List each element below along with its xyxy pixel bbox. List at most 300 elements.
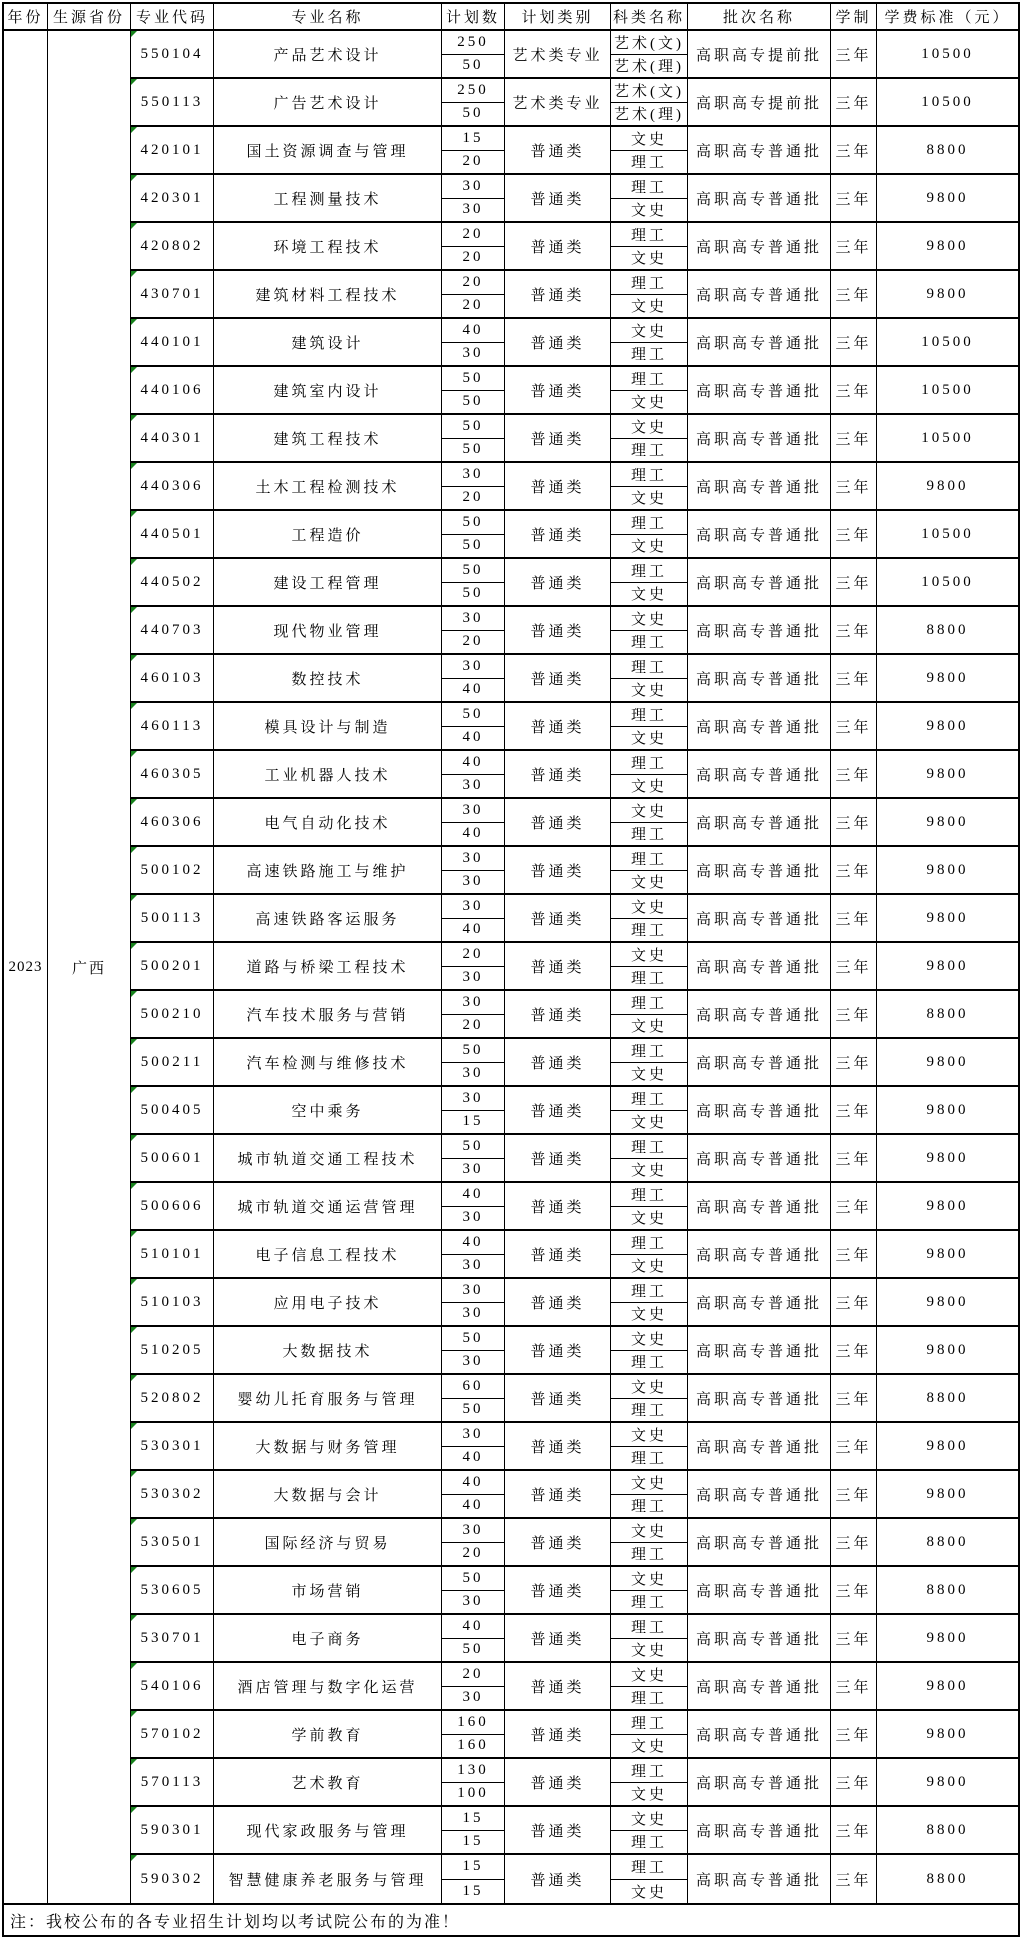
subject-top: 理工 — [611, 559, 687, 583]
subject-top: 文史 — [611, 799, 687, 823]
batch-cell: 高职高专普通批 — [688, 1183, 831, 1229]
major-name-cell: 土木工程检测技术 — [214, 463, 442, 509]
tuition-cell: 9800 — [926, 1197, 969, 1214]
plan-count-bottom: 160 — [457, 1737, 489, 1754]
subject-bottom: 文史 — [630, 539, 667, 556]
excel-flag-triangle-icon — [131, 895, 137, 901]
subject-top: 文史 — [611, 1519, 687, 1543]
subject-cell — [611, 1279, 688, 1325]
plan-count-top: 50 — [442, 1039, 504, 1063]
excel-flag-triangle-icon — [131, 1039, 137, 1045]
plan-type-cell: 普通类 — [505, 1087, 611, 1133]
subject-cell — [611, 31, 688, 77]
duration-cell: 三年 — [831, 1807, 877, 1853]
subject-bottom: 理工 — [630, 443, 667, 460]
plan-type-cell: 普通类 — [505, 1807, 611, 1853]
table-row — [131, 1711, 1018, 1759]
major-code: 530701 — [140, 1629, 204, 1646]
subject-cell — [611, 1519, 688, 1565]
major-code: 440501 — [140, 525, 204, 542]
tuition-cell: 10500 — [921, 429, 974, 446]
plan-count-cell — [442, 847, 505, 893]
batch-cell: 高职高专普通批 — [688, 1039, 831, 1085]
plan-count-bottom: 20 — [462, 1017, 484, 1034]
batch-cell: 高职高专普通批 — [688, 1375, 831, 1421]
plan-count-top: 20 — [442, 1663, 504, 1687]
plan-count-cell — [442, 271, 505, 317]
subject-top: 文史 — [611, 895, 687, 919]
duration-cell: 三年 — [831, 271, 877, 317]
batch-cell: 高职高专普通批 — [688, 319, 831, 365]
batch-cell: 高职高专普通批 — [688, 1087, 831, 1133]
plan-count-bottom: 30 — [462, 969, 484, 986]
duration-cell: 三年 — [831, 1567, 877, 1613]
duration-cell: 三年 — [831, 319, 877, 365]
major-name-cell: 现代家政服务与管理 — [214, 1807, 442, 1853]
table-row — [131, 1279, 1018, 1327]
batch-cell: 高职高专普通批 — [688, 367, 831, 413]
table-row — [131, 223, 1018, 271]
excel-flag-triangle-icon — [131, 847, 137, 853]
tuition-cell: 9800 — [926, 813, 969, 830]
major-name-cell: 大数据与会计 — [214, 1471, 442, 1517]
major-code: 510205 — [140, 1341, 204, 1358]
major-code: 500201 — [140, 957, 204, 974]
major-code-cell — [131, 1183, 214, 1229]
plan-count-bottom: 50 — [462, 393, 484, 410]
subject-top: 理工 — [611, 511, 687, 535]
tuition-cell: 9800 — [926, 1485, 969, 1502]
year-cell: 2023 — [4, 31, 48, 1903]
major-code-cell — [131, 1135, 214, 1181]
subject-bottom: 理工 — [630, 1595, 667, 1612]
plan-count-top: 40 — [442, 751, 504, 775]
excel-flag-triangle-icon — [131, 607, 137, 613]
batch-cell: 高职高专普通批 — [688, 847, 831, 893]
plan-count-top: 50 — [442, 367, 504, 391]
excel-flag-triangle-icon — [131, 1327, 137, 1333]
plan-count-bottom: 20 — [462, 633, 484, 650]
tuition-cell: 9800 — [926, 1725, 969, 1742]
major-name-cell: 空中乘务 — [214, 1087, 442, 1133]
plan-count-top: 30 — [442, 607, 504, 631]
subject-top: 理工 — [611, 1615, 687, 1639]
major-name-cell: 电气自动化技术 — [214, 799, 442, 845]
excel-flag-triangle-icon — [131, 1663, 137, 1669]
major-name-cell: 环境工程技术 — [214, 223, 442, 269]
table-row — [131, 1087, 1018, 1135]
major-code-cell — [131, 1039, 214, 1085]
subject-cell — [611, 319, 688, 365]
major-name-cell: 国土资源调查与管理 — [214, 127, 442, 173]
duration-cell: 三年 — [831, 847, 877, 893]
excel-flag-triangle-icon — [131, 511, 137, 517]
major-code: 510103 — [140, 1293, 204, 1310]
table-row — [131, 703, 1018, 751]
excel-flag-triangle-icon — [131, 1183, 137, 1189]
table-row — [131, 1327, 1018, 1375]
plan-type-cell: 普通类 — [505, 1423, 611, 1469]
subject-cell — [611, 703, 688, 749]
plan-count-top: 20 — [442, 271, 504, 295]
table-row — [131, 607, 1018, 655]
plan-type-cell: 普通类 — [505, 1135, 611, 1181]
table-row — [131, 1471, 1018, 1519]
major-code-cell — [131, 1807, 214, 1853]
subject-cell — [611, 175, 688, 221]
header-major-name: 专业名称 — [214, 4, 442, 29]
subject-bottom: 文史 — [630, 587, 667, 604]
plan-count-bottom: 30 — [462, 345, 484, 362]
tuition-cell: 9800 — [926, 957, 969, 974]
duration-cell: 三年 — [831, 79, 877, 125]
plan-type-cell: 普通类 — [505, 1615, 611, 1661]
table-body — [4, 31, 1018, 1903]
plan-count-bottom: 40 — [462, 825, 484, 842]
excel-flag-triangle-icon — [131, 1615, 137, 1621]
duration-cell: 三年 — [831, 1615, 877, 1661]
major-code-cell — [131, 127, 214, 173]
excel-flag-triangle-icon — [131, 223, 137, 229]
batch-cell: 高职高专普通批 — [688, 1855, 831, 1903]
tuition-cell: 9800 — [926, 1341, 969, 1358]
major-code-cell — [131, 1279, 214, 1325]
plan-count-bottom: 30 — [462, 1209, 484, 1226]
major-name-cell: 汽车技术服务与营销 — [214, 991, 442, 1037]
plan-count-bottom: 50 — [462, 1401, 484, 1418]
subject-cell — [611, 1231, 688, 1277]
plan-count-bottom: 20 — [462, 249, 484, 266]
subject-cell — [611, 655, 688, 701]
major-code-cell — [131, 1423, 214, 1469]
subject-top: 理工 — [611, 223, 687, 247]
plan-count-cell — [442, 1519, 505, 1565]
duration-cell: 三年 — [831, 1759, 877, 1805]
plan-count-cell — [442, 1807, 505, 1853]
subject-cell — [611, 799, 688, 845]
major-code: 570113 — [140, 1773, 204, 1790]
major-name-cell: 广告艺术设计 — [214, 79, 442, 125]
subject-bottom: 文史 — [630, 251, 667, 268]
header-subject: 科类名称 — [611, 4, 688, 29]
plan-type-cell: 普通类 — [505, 175, 611, 221]
batch-cell: 高职高专普通批 — [688, 1663, 831, 1709]
subject-bottom: 文史 — [630, 1259, 667, 1276]
plan-count-cell — [442, 1135, 505, 1181]
major-name-cell: 学前教育 — [214, 1711, 442, 1757]
plan-count-cell — [442, 799, 505, 845]
subject-top: 理工 — [611, 751, 687, 775]
subject-cell — [611, 847, 688, 893]
subject-bottom: 文史 — [630, 1163, 667, 1180]
plan-count-top: 30 — [442, 463, 504, 487]
tuition-cell: 9800 — [926, 909, 969, 926]
subject-bottom: 理工 — [630, 923, 667, 940]
plan-count-cell — [442, 1663, 505, 1709]
subject-bottom: 理工 — [630, 1451, 667, 1468]
batch-cell: 高职高专普通批 — [688, 1135, 831, 1181]
plan-count-bottom: 20 — [462, 1545, 484, 1562]
subject-cell — [611, 1759, 688, 1805]
plan-count-bottom: 50 — [462, 105, 484, 122]
batch-cell: 高职高专普通批 — [688, 943, 831, 989]
plan-count-top: 40 — [442, 1471, 504, 1495]
major-code-cell — [131, 703, 214, 749]
table-row — [131, 943, 1018, 991]
duration-cell: 三年 — [831, 703, 877, 749]
table-row — [131, 1183, 1018, 1231]
plan-count-bottom: 20 — [462, 489, 484, 506]
tuition-cell: 8800 — [926, 1870, 969, 1887]
subject-top: 文史 — [611, 607, 687, 631]
plan-count-top: 50 — [442, 1327, 504, 1351]
excel-flag-triangle-icon — [131, 943, 137, 949]
subject-cell — [611, 1567, 688, 1613]
subject-top: 理工 — [611, 1231, 687, 1255]
tuition-cell: 9800 — [926, 1245, 969, 1262]
tuition-cell: 9800 — [926, 1677, 969, 1694]
subject-cell — [611, 271, 688, 317]
major-code: 520802 — [140, 1389, 204, 1406]
plan-count-cell — [442, 175, 505, 221]
batch-cell: 高职高专普通批 — [688, 175, 831, 221]
subject-bottom: 理工 — [630, 827, 667, 844]
plan-count-cell — [442, 223, 505, 269]
plan-count-bottom: 30 — [462, 1257, 484, 1274]
batch-cell: 高职高专普通批 — [688, 463, 831, 509]
tuition-cell: 8800 — [926, 1821, 969, 1838]
excel-flag-triangle-icon — [131, 751, 137, 757]
subject-bottom: 文史 — [630, 491, 667, 508]
major-name-cell: 高速铁路客运服务 — [214, 895, 442, 941]
plan-count-top: 30 — [442, 655, 504, 679]
tuition-cell: 10500 — [921, 525, 974, 542]
batch-cell: 高职高专普通批 — [688, 1615, 831, 1661]
subject-bottom: 理工 — [630, 1499, 667, 1516]
subject-cell — [611, 511, 688, 557]
excel-flag-triangle-icon — [131, 1231, 137, 1237]
plan-type-cell: 普通类 — [505, 1855, 611, 1903]
major-rows-container — [131, 31, 1018, 1903]
plan-count-top: 50 — [442, 1135, 504, 1159]
subject-cell — [611, 367, 688, 413]
plan-type-cell: 普通类 — [505, 319, 611, 365]
header-tuition: 学费标准（元） — [884, 10, 1011, 26]
plan-count-top: 15 — [442, 127, 504, 151]
duration-cell: 三年 — [831, 1039, 877, 1085]
major-name-cell: 工程测量技术 — [214, 175, 442, 221]
major-code-cell — [131, 655, 214, 701]
plan-count-top: 40 — [442, 1615, 504, 1639]
duration-cell: 三年 — [831, 1375, 877, 1421]
major-name-cell: 大数据技术 — [214, 1327, 442, 1373]
major-code: 440101 — [140, 333, 204, 350]
table-row — [131, 271, 1018, 319]
major-name-cell: 建设工程管理 — [214, 559, 442, 605]
major-code-cell — [131, 319, 214, 365]
header-plan-type: 计划类别 — [505, 4, 611, 29]
excel-flag-triangle-icon — [131, 1519, 137, 1525]
subject-top: 理工 — [611, 175, 687, 199]
major-code: 420101 — [140, 141, 204, 158]
plan-type-cell: 普通类 — [505, 607, 611, 653]
table-row — [131, 367, 1018, 415]
major-code-cell — [131, 559, 214, 605]
plan-count-bottom: 50 — [462, 585, 484, 602]
excel-flag-triangle-icon — [131, 415, 137, 421]
major-name-cell: 高速铁路施工与维护 — [214, 847, 442, 893]
table-row — [131, 1519, 1018, 1567]
major-name-cell: 工程造价 — [214, 511, 442, 557]
plan-count-top: 30 — [442, 991, 504, 1015]
major-code: 440301 — [140, 429, 204, 446]
duration-cell: 三年 — [831, 1855, 877, 1903]
major-name-cell: 现代物业管理 — [214, 607, 442, 653]
plan-type-cell: 普通类 — [505, 1471, 611, 1517]
major-code-cell — [131, 463, 214, 509]
excel-flag-triangle-icon — [131, 1279, 137, 1285]
plan-type-cell: 普通类 — [505, 415, 611, 461]
major-code: 530302 — [140, 1485, 204, 1502]
subject-bottom: 文史 — [630, 1067, 667, 1084]
major-code-cell — [131, 223, 214, 269]
major-code-cell — [131, 607, 214, 653]
subject-top: 理工 — [611, 367, 687, 391]
subject-cell — [611, 1183, 688, 1229]
plan-count-cell — [442, 1423, 505, 1469]
excel-flag-triangle-icon — [131, 1807, 137, 1813]
plan-count-top: 40 — [442, 1231, 504, 1255]
table-row — [131, 655, 1018, 703]
major-code-cell — [131, 1471, 214, 1517]
major-code: 440106 — [140, 381, 204, 398]
footer-note: 注：我校公布的各专业招生计划均以考试院公布的为准！ — [4, 1903, 1018, 1935]
major-code-cell — [131, 367, 214, 413]
excel-flag-triangle-icon — [131, 127, 137, 133]
plan-type-cell: 普通类 — [505, 1711, 611, 1757]
major-code-cell — [131, 415, 214, 461]
subject-top: 理工 — [611, 1759, 687, 1783]
table-row — [131, 1039, 1018, 1087]
subject-bottom: 理工 — [630, 155, 667, 172]
subject-top: 理工 — [611, 847, 687, 871]
plan-count-cell — [442, 751, 505, 797]
batch-cell: 高职高专普通批 — [688, 991, 831, 1037]
header-duration: 学制 — [831, 4, 877, 29]
subject-bottom: 文史 — [630, 683, 667, 700]
plan-count-bottom: 30 — [462, 201, 484, 218]
major-code: 460113 — [140, 717, 204, 734]
duration-cell: 三年 — [831, 175, 877, 221]
plan-count-bottom: 15 — [462, 1882, 484, 1899]
plan-type-cell: 普通类 — [505, 1327, 611, 1373]
subject-top: 理工 — [611, 1039, 687, 1063]
subject-cell — [611, 1807, 688, 1853]
major-name-cell: 模具设计与制造 — [214, 703, 442, 749]
batch-cell: 高职高专普通批 — [688, 895, 831, 941]
tuition-cell: 8800 — [926, 141, 969, 158]
major-name-cell: 婴幼儿托育服务与管理 — [214, 1375, 442, 1421]
subject-cell — [611, 751, 688, 797]
major-code: 500601 — [140, 1149, 204, 1166]
tuition-cell: 10500 — [921, 333, 974, 350]
subject-bottom: 文史 — [630, 395, 667, 412]
batch-cell: 高职高专普通批 — [688, 703, 831, 749]
major-code: 510101 — [140, 1245, 204, 1262]
duration-cell: 三年 — [831, 991, 877, 1037]
major-name-cell: 建筑工程技术 — [214, 415, 442, 461]
province-cell: 广西 — [48, 31, 131, 1903]
plan-count-bottom: 30 — [462, 1689, 484, 1706]
table-row — [131, 751, 1018, 799]
subject-top: 文史 — [611, 415, 687, 439]
table-row — [131, 511, 1018, 559]
major-name-cell: 电子商务 — [214, 1615, 442, 1661]
batch-cell: 高职高专普通批 — [688, 1279, 831, 1325]
major-name-cell: 数控技术 — [214, 655, 442, 701]
tuition-cell: 10500 — [921, 573, 974, 590]
tuition-cell: 9800 — [926, 1101, 969, 1118]
major-code-cell — [131, 799, 214, 845]
subject-bottom: 文史 — [630, 203, 667, 220]
table-row — [131, 847, 1018, 895]
tuition-cell: 8800 — [926, 621, 969, 638]
header-year: 年份 — [4, 4, 48, 29]
major-name-cell: 酒店管理与数字化运营 — [214, 1663, 442, 1709]
plan-count-cell — [442, 1279, 505, 1325]
plan-type-cell: 普通类 — [505, 1183, 611, 1229]
duration-cell: 三年 — [831, 511, 877, 557]
plan-count-bottom: 40 — [462, 1497, 484, 1514]
major-code: 500405 — [140, 1101, 204, 1118]
tuition-cell: 8800 — [926, 1533, 969, 1550]
excel-flag-triangle-icon — [131, 1711, 137, 1717]
batch-cell: 高职高专普通批 — [688, 607, 831, 653]
table-row — [131, 991, 1018, 1039]
major-name-cell: 大数据与财务管理 — [214, 1423, 442, 1469]
duration-cell: 三年 — [831, 1135, 877, 1181]
plan-count-cell — [442, 1039, 505, 1085]
plan-count-top: 30 — [442, 175, 504, 199]
major-name-cell: 城市轨道交通运营管理 — [214, 1183, 442, 1229]
plan-type-cell: 普通类 — [505, 1279, 611, 1325]
table-row — [131, 415, 1018, 463]
batch-cell: 高职高专普通批 — [688, 127, 831, 173]
major-code: 550113 — [140, 93, 204, 110]
subject-cell — [611, 1855, 688, 1903]
plan-count-bottom: 30 — [462, 1305, 484, 1322]
major-name-cell: 建筑材料工程技术 — [214, 271, 442, 317]
subject-cell — [611, 79, 688, 125]
major-code: 420802 — [140, 237, 204, 254]
subject-bottom: 理工 — [630, 1691, 667, 1708]
tuition-cell: 10500 — [921, 45, 974, 62]
batch-cell: 高职高专普通批 — [688, 1711, 831, 1757]
major-code-cell — [131, 943, 214, 989]
table-header-row — [4, 4, 1018, 31]
plan-count-bottom: 15 — [462, 1113, 484, 1130]
plan-count-bottom: 20 — [462, 297, 484, 314]
plan-count-bottom: 30 — [462, 1161, 484, 1178]
plan-type-cell: 普通类 — [505, 559, 611, 605]
subject-cell — [611, 1615, 688, 1661]
major-name-cell: 电子信息工程技术 — [214, 1231, 442, 1277]
major-code-cell — [131, 1711, 214, 1757]
subject-bottom: 理工 — [630, 1355, 667, 1372]
major-code: 500606 — [140, 1197, 204, 1214]
plan-count-top: 15 — [442, 1855, 504, 1880]
plan-type-cell: 普通类 — [505, 895, 611, 941]
